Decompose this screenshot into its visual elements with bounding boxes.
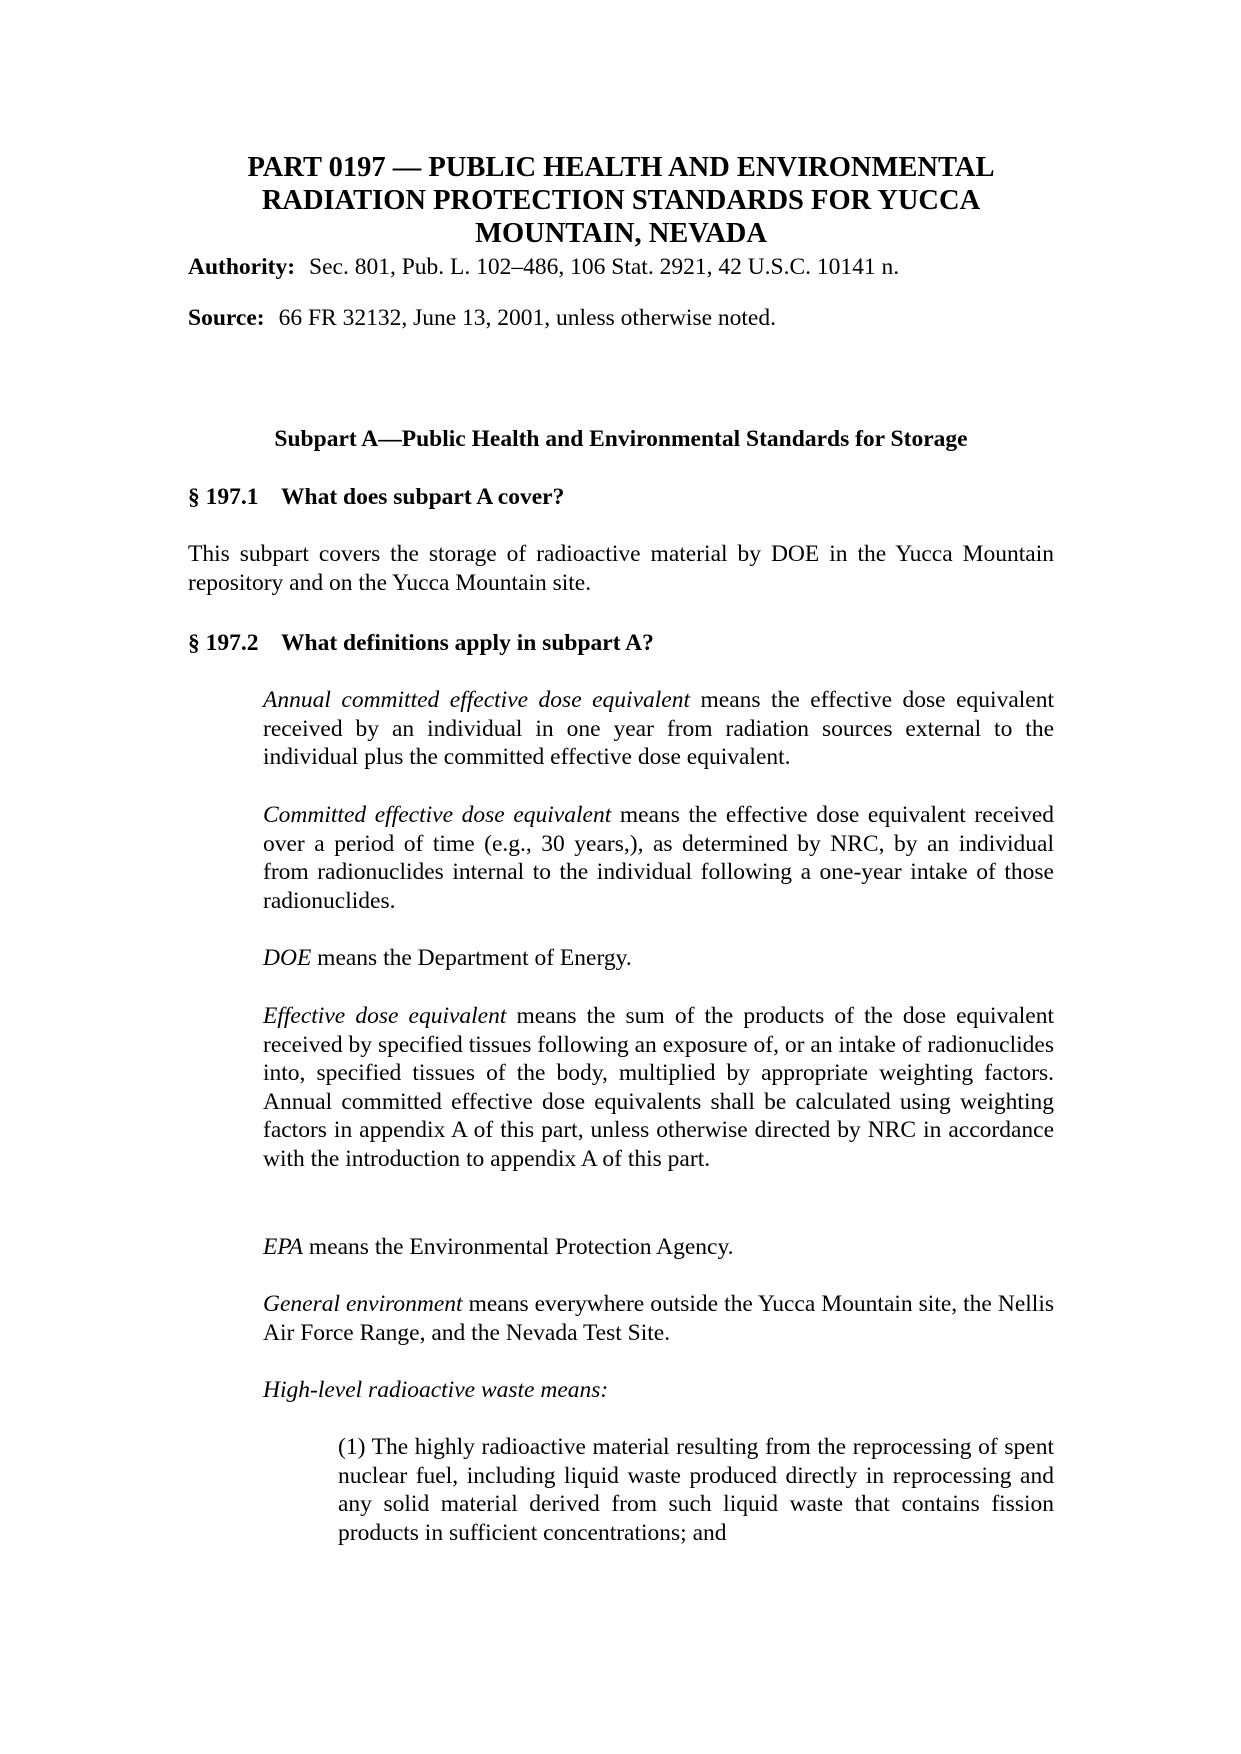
definition-text: means the sum of the products of the dose equivalent received by specified tissues following an exposure of, or an intake of radionuclides into, specified tissues of the body, multiplied by appropriate weighting factors. Annual committed effective dose equivalents shall be calculated using weighting factors in appendix A of this part, unless otherwise directed by NRC in accordance with the introduction to appendix A of this part. (263, 1003, 1055, 1172)
section-number: § 197.1 (188, 484, 259, 510)
section-title: What definitions apply in subpart A? (281, 630, 654, 656)
authority-label: Authority: (188, 254, 296, 280)
definition-term: DOE (263, 945, 312, 971)
page-title-line-2: RADIATION PROTECTION STANDARDS FOR YUCCA (261, 185, 981, 216)
definition-paragraph (263, 944, 1054, 973)
definition-paragraph (263, 686, 1054, 772)
definition-term: Effective dose equivalent (263, 1003, 507, 1029)
definition-paragraph (263, 801, 1054, 915)
definition-paragraph (263, 1002, 1054, 1173)
section-197-1-text: This subpart covers the storage of radioactive material by DOE in the Yucca Mountain repository and on the Yucca Mountain site. (188, 541, 1054, 596)
page-title-line-3: MOUNTAIN, NEVADA (475, 218, 767, 249)
source-label: Source: (188, 305, 265, 331)
definition-text: means the Department of Energy. (311, 945, 632, 971)
section-heading-197-1 (188, 483, 564, 511)
definition-term: EPA (263, 1234, 304, 1260)
authority-text: Sec. 801, Pub. L. 102–486, 106 Stat. 2921, 42 U.S.C. 10141 n. (309, 254, 900, 280)
subpart-heading: Subpart A—Public Health and Environmental Standards for Storage (274, 426, 968, 452)
definition-term: Committed effective dose equivalent (263, 802, 612, 828)
definition-paragraph (263, 1376, 1054, 1405)
definition-text: means the effective dose equivalent received over a period of time (e.g., 30 years,), as determined by NRC, by an individual from radionuclides internal to the individual following a one-year intake of those radionuclides. (263, 802, 1054, 914)
authority-line (188, 253, 899, 281)
definition-text: means the effective dose equivalent received by an individual in one year from radiation sources external to the individual plus the committed effective dose equivalent. (263, 687, 1054, 770)
definition-text: means everywhere outside the Yucca Mountain site, the Nellis Air Force Range, and the Nevada Test Site. (263, 1291, 1054, 1346)
source-line (188, 304, 776, 332)
definition-term: Annual committed effective dose equivalent (263, 687, 691, 713)
definition-text: means the Environmental Protection Agency. (303, 1234, 734, 1260)
page-title-line-1: PART 0197 — PUBLIC HEALTH AND ENVIRONMENTAL (247, 152, 995, 183)
definition-paragraph (263, 1290, 1054, 1347)
definition-paragraph (263, 1233, 1054, 1262)
source-text: 66 FR 32132, June 13, 2001, unless otherwise noted. (278, 305, 776, 331)
definition-term: High-level radioactive waste means: (263, 1377, 609, 1403)
section-heading-197-2 (188, 629, 654, 657)
definition-term: General environment (263, 1291, 463, 1317)
page-title (188, 151, 1054, 250)
section-title: What does subpart A cover? (281, 484, 565, 510)
hlw-item: (1) The highly radioactive material resulting from the reprocessing of spent nuclear fuel, including liquid waste produced directly in reprocessing and any solid material derived from such liquid waste that contains fission products in sufficient concentrations; and (338, 1434, 1054, 1546)
section-number: § 197.2 (188, 630, 259, 656)
